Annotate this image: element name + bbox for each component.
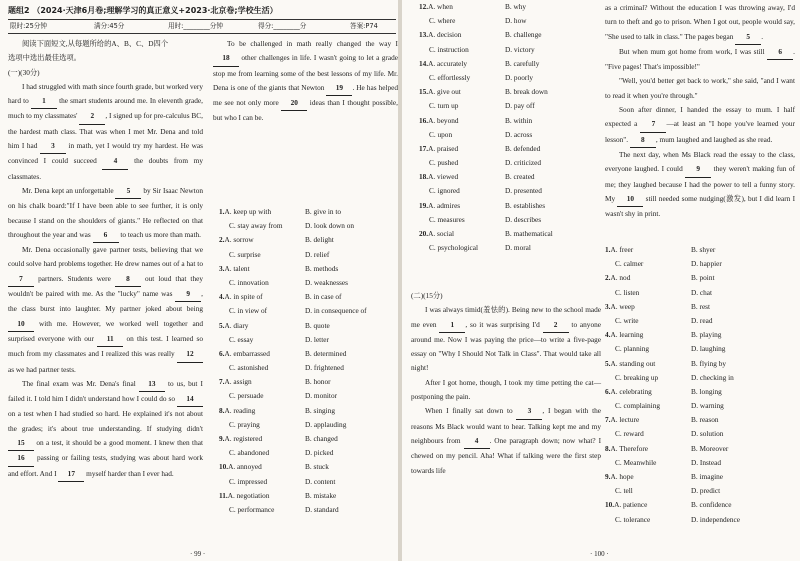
option-a: 8.A. reading — [219, 405, 256, 415]
question-number: 16. — [419, 115, 429, 125]
option-row — [219, 276, 397, 290]
option-row — [605, 243, 795, 257]
option-d: D. presented — [505, 186, 542, 196]
option-b: B. reason — [691, 415, 719, 425]
option-row — [605, 513, 795, 527]
question-number: 1. — [605, 245, 611, 254]
blank-4: 4 — [102, 154, 128, 169]
option-row — [219, 475, 397, 489]
option-d: D. letter — [305, 334, 329, 344]
option-row — [605, 371, 795, 385]
option-row — [219, 460, 397, 474]
question-number: 6. — [219, 348, 225, 358]
option-d: D. applauding — [305, 419, 347, 429]
option-c: C. tolerance — [615, 514, 651, 524]
option-b: B. singing — [305, 405, 336, 415]
option-c: C. instruction — [429, 44, 469, 54]
option-row — [419, 28, 599, 42]
passage1-column-b — [213, 37, 398, 126]
instruction-line: 选项中选出最佳选项。 — [8, 53, 81, 63]
blank-13: 13 — [139, 377, 165, 392]
option-row — [419, 99, 599, 113]
option-b: B. quote — [305, 320, 330, 330]
option-d: D. how — [505, 16, 527, 26]
option-b: B. challenge — [505, 30, 542, 40]
question-number: 8. — [219, 405, 225, 415]
option-row — [605, 328, 795, 342]
passage2-column-b — [605, 1, 795, 221]
option-a: 17.A. praised — [419, 143, 459, 153]
blank-12: 12 — [177, 347, 203, 362]
option-a: 20.A. social — [419, 229, 455, 238]
question-number: 20. — [419, 229, 429, 238]
time-limit: 限时:25分钟 — [10, 22, 47, 30]
page-number: · 99 · — [190, 550, 206, 558]
question-number: 1. — [219, 207, 225, 216]
paragraph: The final exam was Mr. Dena's final 13 to us, but I failed it. I told him I didn't understand how I could do so 14 on a test when I had studied so hard. He explained it's not about the grades; it's about true understanding. If studying didn't 15 on a test, it should be a good moment. I knew then that 16 passing or failing tests, studying was about hard work and effort. And I 17 myself harder than I ever had. — [8, 377, 203, 482]
paragraph: as a criminal? Without the education I was throwing away, I'd turn to theft and go to prison. When I got out, people would say, "She used to talk in class." The pages began 5 . — [605, 1, 795, 45]
option-a: 11.A. negotiation — [219, 490, 270, 500]
option-b: B. shyer — [691, 245, 716, 254]
blank-2: 2 — [79, 109, 105, 124]
question-number: 7. — [219, 377, 225, 387]
question-number: 19. — [419, 200, 429, 210]
option-a: 9.A. hope — [605, 472, 634, 481]
option-c: C. pushed — [429, 158, 459, 168]
blank-9: 9 — [175, 287, 201, 302]
option-c: C. complaining — [615, 401, 660, 411]
option-d: D. happier — [691, 259, 722, 269]
question-number: 15. — [419, 87, 429, 97]
option-a: 8.A. Therefore — [605, 443, 649, 453]
blank-4: 4 — [464, 434, 490, 449]
option-a: 3.A. talent — [219, 263, 250, 273]
option-row — [219, 446, 397, 460]
option-a: 19.A. admires — [419, 200, 461, 210]
option-c: C. praying — [229, 419, 260, 429]
option-c: C. calmer — [615, 259, 644, 269]
option-b: B. playing — [691, 330, 722, 340]
blank-8: 8 — [115, 272, 141, 287]
option-b: B. flying by — [691, 358, 727, 368]
option-row — [419, 241, 599, 255]
blank-10: 10 — [8, 317, 34, 332]
passage2-column-a — [411, 289, 601, 478]
option-b: B. imagine — [691, 472, 724, 481]
option-row — [419, 142, 599, 156]
question-number: 5. — [219, 320, 225, 330]
page-number: · 100 · — [590, 550, 609, 558]
option-row — [219, 262, 397, 276]
question-number: 18. — [419, 172, 429, 182]
option-c: C. psychological — [429, 243, 479, 253]
option-row — [419, 227, 599, 241]
score: 得分:________分 — [258, 22, 307, 30]
option-c: C. write — [615, 315, 639, 325]
option-row — [605, 286, 795, 300]
option-row — [605, 342, 795, 356]
option-b: B. mistake — [305, 490, 337, 500]
blank-18: 18 — [213, 51, 239, 66]
question-number: 3. — [219, 263, 225, 273]
option-row — [219, 219, 397, 233]
paragraph: "Well, you'd better get back to work," she said, "and I want to read it when you're through." — [605, 76, 795, 100]
option-b: B. give in to — [305, 207, 342, 216]
option-a: 7.A. assign — [219, 377, 252, 387]
option-row — [419, 156, 599, 170]
option-b: B. point — [691, 273, 715, 283]
option-b: B. defended — [505, 143, 541, 153]
blank-5: 5 — [115, 184, 141, 199]
option-row — [419, 170, 599, 184]
option-b: B. stuck — [305, 462, 329, 472]
option-row — [605, 271, 795, 285]
question-number: 10. — [605, 500, 615, 510]
option-row — [605, 314, 795, 328]
blank-11: 11 — [97, 332, 123, 347]
full-score: 满分:45分 — [94, 22, 125, 30]
option-d: D. victory — [505, 44, 535, 54]
option-c: C. ignored — [429, 186, 460, 196]
paragraph: After I got home, though, I took my time petting the cat—postponing the pain. — [411, 377, 601, 402]
question-number: 2. — [219, 235, 225, 245]
option-a: 16.A. beyond — [419, 115, 459, 125]
option-b: B. rest — [691, 301, 711, 311]
option-a: 2.A. sorrow — [219, 235, 254, 245]
option-b: B. in case of — [305, 292, 342, 302]
option-b: B. delight — [305, 235, 334, 245]
group-title: 题组2 （2024·天津6月卷;理解学习的真正意义+2023·北京卷;学校生活） — [8, 6, 278, 15]
option-row — [419, 128, 599, 142]
option-a: 9.A. registered — [219, 434, 263, 443]
option-a: 5.A. diary — [219, 320, 249, 330]
option-d: D. Instead — [691, 457, 721, 467]
option-b: B. honor — [305, 377, 331, 387]
paragraph: When I finally sat down to 3 , I began with the reasons Ms Black would want to hear. Talking kept me and my neighbours from 4 . One paragraph down; now what? I chewed on my pencil. Aha! What if talking were the first step towards life — [411, 406, 601, 475]
blank-6: 6 — [767, 45, 793, 60]
blank-15: 15 — [8, 436, 34, 451]
option-row — [605, 413, 795, 427]
time-used: 用时:________分钟 — [168, 22, 223, 30]
paragraph: Soon after dinner, I handed the essay to mum. I half expected a 7 —at least an "I hope you've learned your lesson". 8 , mum laughed and laughed as she read. — [605, 103, 795, 148]
option-d: D. solution — [691, 429, 724, 439]
option-row — [419, 199, 599, 213]
option-a: 14.A. accurately — [419, 58, 468, 68]
option-d: D. read — [691, 315, 713, 325]
option-d: D. in consequence of — [305, 306, 367, 316]
answer-page: 答案:P74 — [350, 22, 378, 30]
option-a: 6.A. celebrating — [605, 386, 652, 396]
option-row — [219, 361, 397, 375]
paragraph: I had struggled with math since fourth grade, but worked very hard to 1 the smart students around me. In eleventh grade, much to my classmates' 2 , I signed up for pre-calculus BC, the hardest math class. That was when I met Mr. Dena and told him I had 3 in math, yet I would try my hardest. He was convinced I could succeed 4 the doubts from my classmates. — [8, 81, 204, 181]
blank-9: 9 — [685, 162, 711, 177]
option-b: B. Moreover — [691, 443, 729, 453]
option-c: C. upon — [429, 129, 453, 139]
option-d: D. criticized — [505, 158, 542, 168]
passage1-column-a — [8, 37, 203, 482]
option-row — [605, 484, 795, 498]
option-row — [605, 442, 795, 456]
option-a: 5.A. standing out — [605, 358, 656, 368]
option-row — [419, 43, 599, 57]
question-number: 7. — [605, 415, 611, 425]
option-c: C. planning — [615, 344, 650, 354]
option-b: B. carefully — [505, 58, 540, 68]
option-a: 4.A. in spite of — [219, 292, 263, 302]
option-a: 12.A. when — [419, 2, 453, 11]
option-d: D. warning — [691, 401, 724, 411]
blank-14: 14 — [177, 392, 203, 407]
option-d: D. checking in — [691, 372, 734, 382]
option-d: D. monitor — [305, 391, 338, 401]
options-list — [419, 0, 599, 255]
option-c: C. where — [429, 16, 456, 26]
option-d: D. standard — [305, 504, 339, 514]
blank-1: 1 — [439, 318, 465, 333]
blank-6: 6 — [93, 228, 119, 243]
option-d: D. describes — [505, 214, 542, 224]
question-number: 13. — [419, 30, 429, 40]
option-b: B. why — [505, 2, 527, 11]
info-bar — [8, 19, 396, 34]
option-row — [419, 71, 599, 85]
question-number: 5. — [605, 358, 611, 368]
paragraph: I was always timid(羞怯的). Being new to the school made me even 1 , so it was surprising I'd 2 to anyone around me. Now I was paying the price—to write a five-page essay on "Why I Should Not Talk in Class". That would take all night! — [411, 305, 601, 373]
question-number: 2. — [605, 273, 611, 283]
option-c: C. listen — [615, 287, 640, 297]
option-row — [605, 456, 795, 470]
question-number: 17. — [419, 143, 429, 153]
option-d: D. chat — [691, 287, 713, 297]
option-d: D. predict — [691, 486, 721, 496]
option-b: B. longing — [691, 386, 722, 396]
question-number: 3. — [605, 301, 611, 311]
option-b: B. created — [505, 172, 535, 182]
option-row — [219, 347, 397, 361]
paragraph: Mr. Dena kept an unforgettable 5 by Sir Isaac Newton on his chalk board:"If I have been able to see further, it is only because I stand on the shoulders of giants." He reflected on that throughout the year and was 6 to teach us more than math. — [8, 184, 203, 243]
option-c: C. abandoned — [229, 448, 270, 458]
question-number: 10. — [219, 462, 229, 472]
option-row — [419, 85, 599, 99]
paragraph: But when mum got home from work, I was still 6 . "Five pages! That's impossible!" — [605, 46, 795, 72]
option-a: 2.A. nod — [605, 273, 631, 283]
option-b: B. methods — [305, 263, 339, 273]
option-row — [219, 304, 397, 318]
option-d: D. picked — [305, 448, 334, 458]
option-row — [219, 418, 397, 432]
option-row — [219, 489, 397, 503]
option-row — [419, 213, 599, 227]
option-row — [419, 0, 599, 14]
option-c: C. measures — [429, 214, 465, 224]
option-b: B. determined — [305, 348, 347, 358]
option-row — [219, 248, 397, 262]
option-d: D. poorly — [505, 72, 533, 82]
option-a: 4.A. learning — [605, 330, 644, 340]
question-number: 4. — [605, 330, 611, 340]
option-c: C. in view of — [229, 306, 268, 316]
option-row — [219, 233, 397, 247]
option-c: C. astonished — [229, 363, 269, 373]
option-row — [219, 404, 397, 418]
option-row — [605, 470, 795, 484]
blank-7: 7 — [640, 117, 666, 132]
blank-16: 16 — [8, 451, 34, 466]
option-a: 1.A. freer — [605, 245, 634, 254]
blank-3: 3 — [516, 404, 542, 419]
option-d: D. laughing — [691, 344, 726, 354]
option-a: 13.A. decision — [419, 30, 462, 40]
options-list — [219, 205, 397, 517]
paragraph: To be challenged in math really changed the way I 18 other challenges in life. I wasn't going to let a grade stop me from learning some of the best lessons of my life. Mr. Dena is one of the giants that Newton 19 . He has helped me see not only more 20 ideas than I thought possible, but who I can be. — [213, 39, 399, 123]
question-number: 4. — [219, 292, 225, 302]
question-number: 12. — [419, 2, 429, 11]
option-d: D. across — [505, 129, 533, 139]
option-a: 10.A. patience — [605, 500, 648, 510]
option-b: B. confidence — [691, 500, 732, 510]
option-row — [219, 375, 397, 389]
option-c: C. reward — [615, 429, 644, 439]
option-row — [605, 399, 795, 413]
option-c: C. surprise — [229, 249, 261, 259]
option-c: C. essay — [229, 334, 254, 344]
option-a: 15.A. give out — [419, 87, 461, 97]
blank-7: 7 — [8, 272, 34, 287]
option-row — [219, 389, 397, 403]
option-b: B. changed — [305, 434, 338, 443]
option-c: C. turn up — [429, 101, 459, 111]
options-list — [605, 243, 795, 527]
blank-17: 17 — [58, 467, 84, 482]
question-number: 11. — [219, 490, 228, 500]
option-c: C. Meanwhile — [615, 457, 657, 467]
option-a: 3.A. weep — [605, 301, 635, 311]
option-row — [419, 57, 599, 71]
option-d: D. independence — [691, 514, 741, 524]
instruction-line: 阅读下面短文,从每题所给的A、B、C、D四个 — [22, 39, 169, 48]
option-a: 7.A. lecture — [605, 415, 640, 425]
option-row — [605, 498, 795, 512]
option-row — [219, 503, 397, 517]
option-d: D. weaknesses — [305, 277, 348, 287]
blank-19: 19 — [326, 81, 352, 96]
question-number: 9. — [219, 434, 225, 443]
option-d: D. moral — [505, 243, 531, 253]
question-number: 8. — [605, 443, 611, 453]
option-row — [605, 427, 795, 441]
option-c: C. impressed — [229, 476, 268, 486]
option-a: 1.A. keep up with — [219, 207, 272, 216]
option-c: C. tell — [615, 486, 633, 496]
option-c: C. breaking up — [615, 372, 659, 382]
paragraph: The next day, when Ms Black read the essay to the class, everyone laughed. I could 9 they weren't making fun of me; they laughed because I had the power to tell a funny story. My 10 still needed some nudging(激发), but I did learn I wasn't shy in print. — [605, 149, 795, 219]
option-b: B. break down — [505, 87, 548, 97]
option-row — [605, 257, 795, 271]
option-row — [419, 184, 599, 198]
option-c: C. persuade — [229, 391, 264, 401]
blank-5: 5 — [735, 30, 761, 45]
option-c: C. stay away from — [229, 221, 283, 231]
option-d: D. content — [305, 476, 336, 486]
option-row — [219, 333, 397, 347]
option-a: 18.A. viewed — [419, 172, 459, 182]
option-d: D. relief — [305, 249, 330, 259]
option-row — [219, 290, 397, 304]
option-row — [219, 319, 397, 333]
blank-8: 8 — [630, 133, 656, 148]
option-row — [219, 432, 397, 446]
section-heading: (一)(30分) — [8, 67, 40, 77]
option-d: D. look down on — [305, 221, 355, 231]
right-page — [402, 0, 800, 561]
option-c: C. innovation — [229, 277, 269, 287]
question-number: 14. — [419, 58, 429, 68]
option-b: B. mathematical — [505, 229, 553, 238]
blank-20: 20 — [281, 96, 307, 111]
blank-1: 1 — [31, 94, 57, 109]
section-heading: (二)(15分) — [411, 291, 443, 300]
option-a: 6.A. embarrassed — [219, 348, 270, 358]
option-d: D. frightened — [305, 363, 344, 373]
option-row — [605, 357, 795, 371]
question-number: 9. — [605, 472, 611, 481]
option-row — [605, 385, 795, 399]
option-b: B. establishes — [505, 200, 546, 210]
blank-3: 3 — [40, 139, 66, 154]
option-row — [419, 14, 599, 28]
blank-2: 2 — [543, 318, 569, 333]
blank-10: 10 — [617, 192, 643, 207]
option-row — [419, 114, 599, 128]
option-d: D. pay off — [505, 101, 535, 111]
option-c: C. effortlessly — [429, 72, 471, 82]
paragraph: Mr. Dena occasionally gave partner tests, believing that we could solve hard problems together. He drew names out of a hat to 7 partners. Students were 8 out loud that they wouldn't be paired with me. As the "lucky" name was 9 , the class burst into laughter. My partner joked about being 10 with me. However, we worked well together and surprised everyone with our 11 on this test. I learned so much from my classmates and I realized this was really 12 as we had partner tests. — [8, 245, 203, 374]
question-number: 6. — [605, 386, 611, 396]
option-c: C. performance — [229, 504, 275, 514]
left-page — [0, 0, 398, 561]
option-b: B. within — [505, 115, 533, 125]
option-a: 10.A. annoyed — [219, 462, 262, 472]
option-row — [219, 205, 397, 219]
option-row — [605, 300, 795, 314]
